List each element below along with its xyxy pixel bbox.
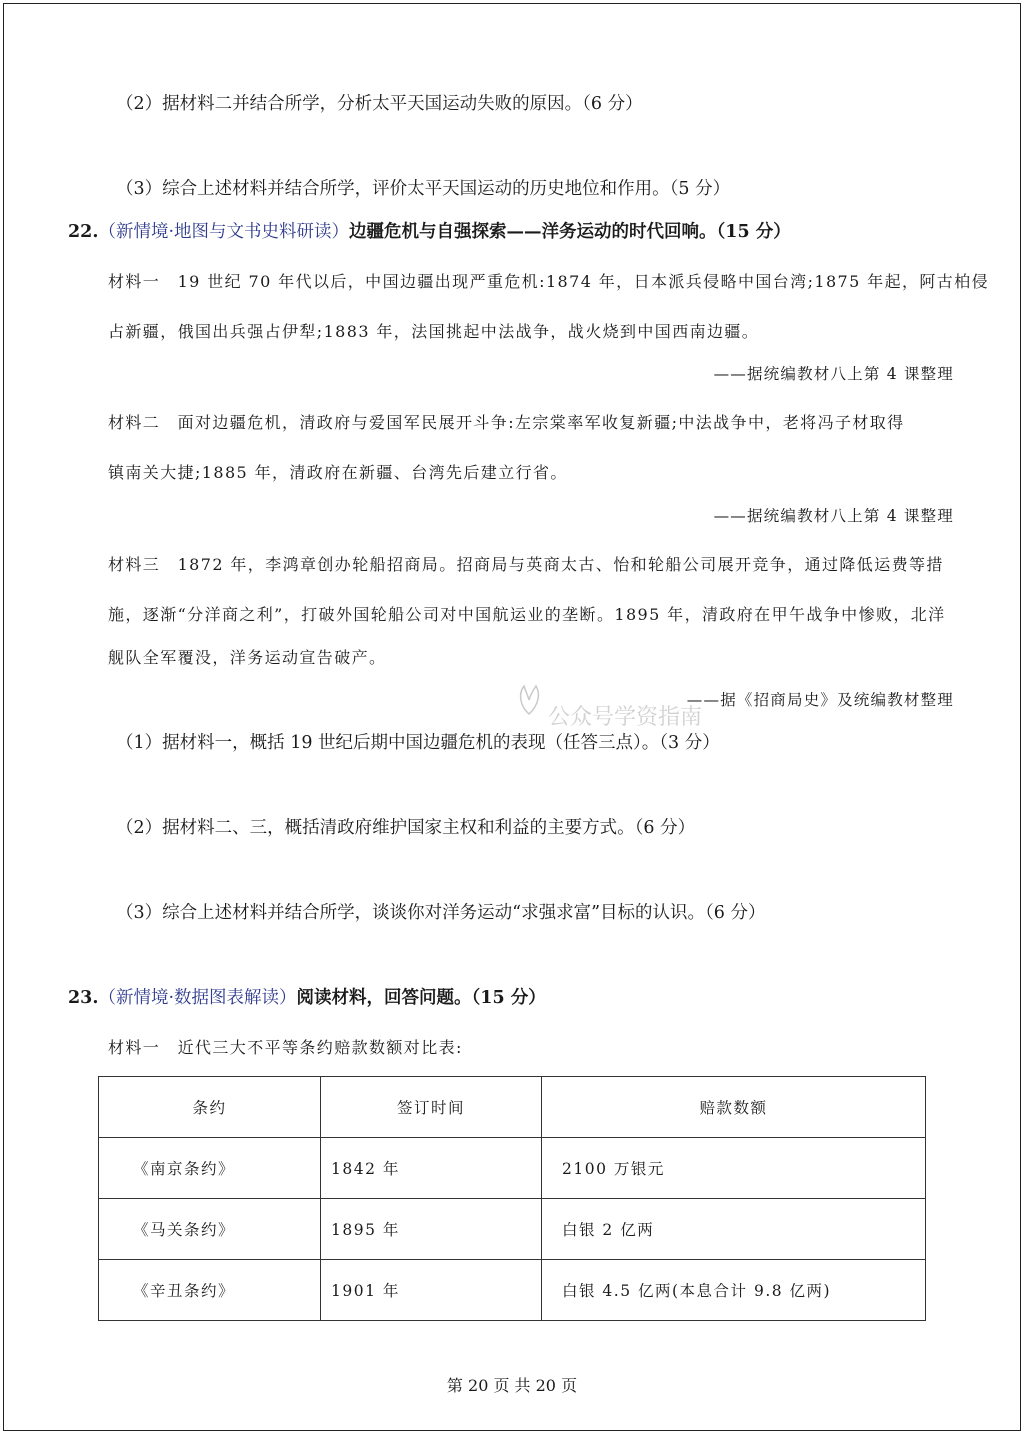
question-number: 23.	[68, 988, 99, 1008]
table-cell: 白银 2 亿两	[542, 1199, 926, 1260]
question-22-heading	[68, 220, 791, 244]
watermark-icon	[514, 682, 544, 716]
table-cell: 2100 万银元	[542, 1138, 926, 1199]
indemnity-table	[98, 1076, 926, 1321]
prev-question-3: （3）综合上述材料并结合所学，评价太平天国运动的历史地位和作用。（5 分）	[116, 179, 731, 199]
table-cell: 《南京条约》	[99, 1138, 321, 1199]
material-3-source: ——据《招商局史》及统编教材整理	[686, 691, 954, 709]
material-3-line-1: 材料三 1872 年，李鸿章创办轮船招商局。招商局与英商太古、怡和轮船公司展开竞争，通过降低运费等措	[108, 555, 944, 574]
table-row	[99, 1199, 926, 1260]
question-title: 阅读材料，回答问题。（15 分）	[296, 988, 546, 1008]
table-cell: 1842 年	[321, 1138, 542, 1199]
material-2-line-2: 镇南关大捷;1885 年，清政府在新疆、台湾先后建立行省。	[108, 463, 568, 482]
material-3-line-3: 舰队全军覆没，洋务运动宣告破产。	[108, 648, 387, 667]
question-title: 边疆危机与自强探索——洋务运动的时代回响。（15 分）	[349, 222, 791, 242]
material-2-source: ——据统编教材八上第 4 课整理	[713, 507, 954, 525]
material-1-line-2: 占新疆，俄国出兵强占伊犁;1883 年，法国挑起中法战争，战火烧到中国西南边疆。	[108, 322, 760, 341]
table-cell: 1901 年	[321, 1260, 542, 1321]
q22-sub-3: （3）综合上述材料并结合所学，谈谈你对洋务运动“求强求富”目标的认识。（6 分）	[116, 903, 766, 923]
table-row	[99, 1138, 926, 1199]
q23-material-1: 材料一 近代三大不平等条约赔款数额对比表:	[108, 1038, 463, 1057]
question-tag: （新情境·地图与文书史料研读）	[98, 222, 350, 242]
q22-sub-1: （1）据材料一，概括 19 世纪后期中国边疆危机的表现（任答三点）。（3 分）	[116, 733, 720, 753]
table-header: 签订时间	[321, 1077, 542, 1138]
question-tag: （新情境·数据图表解读）	[98, 988, 297, 1008]
material-3-line-2: 施，逐渐“分洋商之利”，打破外国轮船公司对中国航运业的垄断。1895 年，清政府在甲午战争中惨败，北洋	[108, 605, 946, 624]
prev-question-2: （2）据材料二并结合所学，分析太平天国运动失败的原因。（6 分）	[116, 94, 643, 114]
page-footer: 第 20 页 共 20 页	[446, 1376, 578, 1395]
table-header: 条约	[99, 1077, 321, 1138]
question-23-heading	[68, 986, 546, 1010]
table-cell: 白银 4.5 亿两(本息合计 9.8 亿两)	[542, 1260, 926, 1321]
table-header-row	[99, 1077, 926, 1138]
table-cell: 1895 年	[321, 1199, 542, 1260]
material-2-line-1: 材料二 面对边疆危机，清政府与爱国军民展开斗争:左宗棠率军收复新疆;中法战争中，老将冯子材取得	[108, 413, 905, 432]
table-cell: 《马关条约》	[99, 1199, 321, 1260]
q22-sub-2: （2）据材料二、三，概括清政府维护国家主权和利益的主要方式。（6 分）	[116, 818, 696, 838]
table-row	[99, 1260, 926, 1321]
watermark-text: 公众号学资指南	[548, 705, 703, 730]
table-header: 赔款数额	[542, 1077, 926, 1138]
question-number: 22.	[68, 222, 99, 242]
material-1-source: ——据统编教材八上第 4 课整理	[713, 365, 954, 383]
material-1-line-1: 材料一 19 世纪 70 年代以后，中国边疆出现严重危机:1874 年，日本派兵侵略中国台湾;1875 年起，阿古柏侵	[108, 272, 989, 291]
table-cell: 《辛丑条约》	[99, 1260, 321, 1321]
